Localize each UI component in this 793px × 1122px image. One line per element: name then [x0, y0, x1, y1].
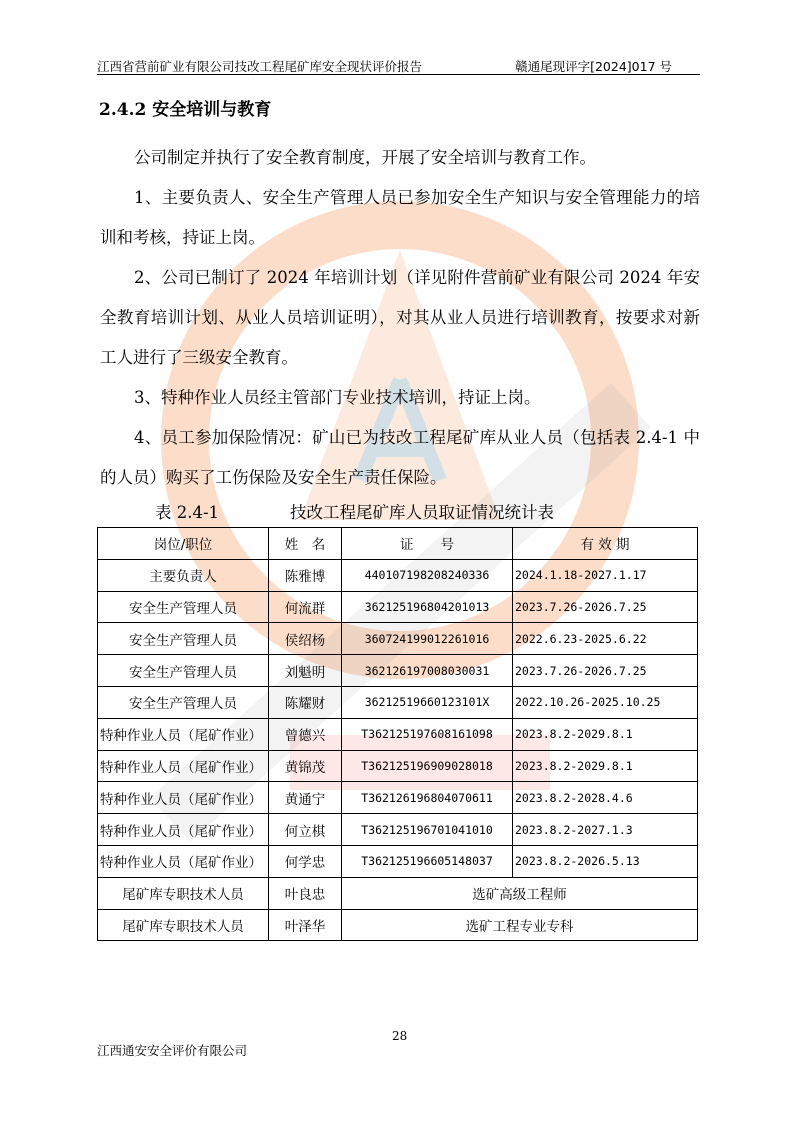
table-row [98, 559, 698, 591]
position-cell: 特种作业人员（尾矿作业） [98, 845, 269, 877]
name-cell: 陈雅博 [269, 559, 342, 591]
footer-company: 江西通安安全评价有限公司 [97, 1043, 248, 1058]
certificate-number-cell: T362125197608161098 [342, 718, 513, 750]
paragraph: 3、特种作业人员经主管部门专业技术培训，持证上岗。 [134, 388, 541, 407]
certificate-number-cell: T362125196605148037 [342, 845, 513, 877]
name-cell: 黄锦茂 [269, 750, 342, 782]
validity-cell: 2023.8.2-2029.8.1 [513, 750, 698, 782]
table-row [98, 750, 698, 782]
position-cell: 安全生产管理人员 [98, 591, 269, 623]
validity-cell: 2023.8.2-2029.8.1 [513, 718, 698, 750]
section-body [100, 138, 700, 941]
table-row [98, 877, 698, 909]
table-caption-number: 表 2.4-1 [155, 503, 220, 522]
column-header: 岗位/职位 [98, 528, 269, 560]
validity-cell: 2023.8.2-2027.1.3 [513, 814, 698, 846]
table-caption [100, 495, 700, 527]
column-header: 证 号 [342, 528, 513, 560]
certificate-number-cell: 36212519660123101X [342, 686, 513, 718]
validity-cell: 2024.1.18-2027.1.17 [513, 559, 698, 591]
qualification-cell: 选矿工程专业专科 [342, 909, 698, 941]
certificate-number-cell: 362126197008030031 [342, 655, 513, 687]
name-cell: 侯绍杨 [269, 623, 342, 655]
name-cell: 黄通宁 [269, 782, 342, 814]
document-number: 赣通尾现评字[2024]017 号 [515, 59, 672, 74]
paragraph: 公司制定并执行了安全教育制度，开展了安全培训与教育工作。 [134, 148, 596, 167]
certificate-number-cell: 360724199012261016 [342, 623, 513, 655]
table-row [98, 814, 698, 846]
name-cell: 叶泽华 [269, 909, 342, 941]
column-header: 有 效 期 [513, 528, 698, 560]
name-cell: 叶良忠 [269, 877, 342, 909]
table-row [98, 845, 698, 877]
name-cell: 何立棋 [269, 814, 342, 846]
paragraph: 4、员工参加保险情况：矿山已为技改工程尾矿库从业人员（包括表 2.4-1 中的人员）购买了工伤保险及安全生产责任保险。 [100, 428, 700, 487]
certificate-number-cell: 440107198208240336 [342, 559, 513, 591]
certificate-number-cell: T362125196909028018 [342, 750, 513, 782]
table-header-row [98, 528, 698, 560]
table-row [98, 718, 698, 750]
certificate-number-cell: T362125196701041010 [342, 814, 513, 846]
validity-cell: 2023.8.2-2026.5.13 [513, 845, 698, 877]
page-number: 28 [392, 1029, 408, 1043]
name-cell: 何学忠 [269, 845, 342, 877]
table-row [98, 782, 698, 814]
position-cell: 特种作业人员（尾矿作业） [98, 718, 269, 750]
position-cell: 特种作业人员（尾矿作业） [98, 782, 269, 814]
table-row [98, 686, 698, 718]
column-header: 姓 名 [269, 528, 342, 560]
qualification-cell: 选矿高级工程师 [342, 877, 698, 909]
name-cell: 曾德兴 [269, 718, 342, 750]
validity-cell: 2022.10.26-2025.10.25 [513, 686, 698, 718]
report-title: 江西省营前矿业有限公司技改工程尾矿库安全现状评价报告 [97, 59, 423, 74]
paragraph: 2、公司已制订了 2024 年培训计划（详见附件营前矿业有限公司 2024 年安全教育培训计划、从业人员培训证明），对其从业人员进行培训教育，按要求对新工人进行了三级安全教育。 [100, 268, 700, 367]
position-cell: 尾矿库专职技术人员 [98, 909, 269, 941]
table-row [98, 591, 698, 623]
table-row [98, 655, 698, 687]
certificate-number-cell: 362125196804201013 [342, 591, 513, 623]
page-header [97, 56, 700, 75]
section-title: 2.4.2 安全培训与教育 [99, 100, 272, 120]
name-cell: 何流群 [269, 591, 342, 623]
position-cell: 安全生产管理人员 [98, 686, 269, 718]
validity-cell: 2023.7.26-2026.7.25 [513, 591, 698, 623]
table-row [98, 909, 698, 941]
position-cell: 特种作业人员（尾矿作业） [98, 750, 269, 782]
validity-cell: 2023.7.26-2026.7.25 [513, 655, 698, 687]
position-cell: 安全生产管理人员 [98, 655, 269, 687]
validity-cell: 2023.8.2-2028.4.6 [513, 782, 698, 814]
table-caption-title: 技改工程尾矿库人员取证情况统计表 [290, 503, 554, 522]
paragraph: 1、主要负责人、安全生产管理人员已参加安全生产知识与安全管理能力的培训和考核，持证上岗。 [100, 188, 700, 247]
personnel-certificate-table [97, 527, 698, 941]
table-row [98, 623, 698, 655]
position-cell: 尾矿库专职技术人员 [98, 877, 269, 909]
name-cell: 刘魁明 [269, 655, 342, 687]
position-cell: 安全生产管理人员 [98, 623, 269, 655]
name-cell: 陈耀财 [269, 686, 342, 718]
position-cell: 特种作业人员（尾矿作业） [98, 814, 269, 846]
position-cell: 主要负责人 [98, 559, 269, 591]
certificate-number-cell: T362126196804070611 [342, 782, 513, 814]
validity-cell: 2022.6.23-2025.6.22 [513, 623, 698, 655]
